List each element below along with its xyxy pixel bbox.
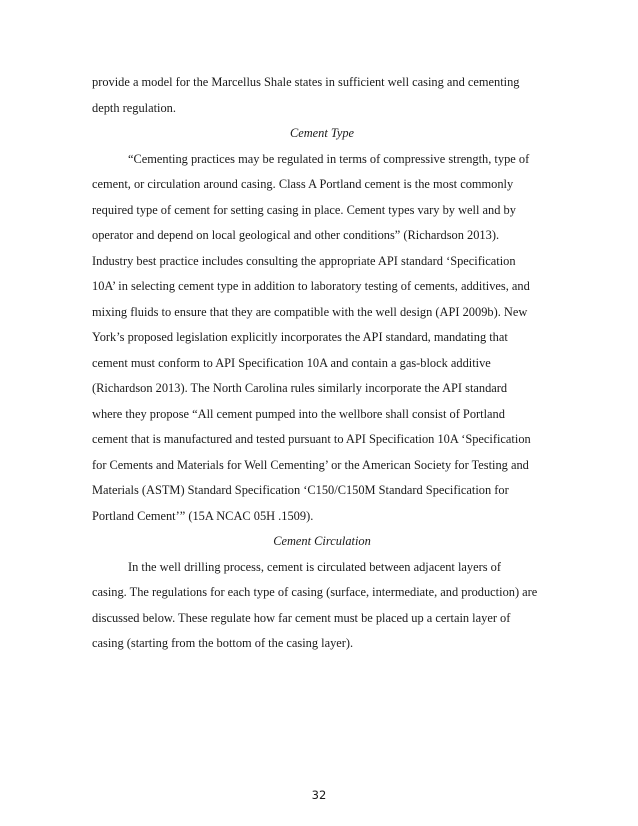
- text-line: cement, or circulation around casing. Class A Portland cement is the most commonly: [92, 177, 514, 191]
- text-line: In the well drilling process, cement is circulated between adjacent layers of: [128, 559, 501, 574]
- section-heading-cement-type: Cement Type: [289, 126, 355, 140]
- text-line: casing. The regulations for each type of casing (surface, intermediate, and production) are: [92, 585, 538, 599]
- text-line: provide a model for the Marcellus Shale states in sufficient well casing and cementing: [92, 75, 520, 89]
- text-line: cement that is manufactured and tested pursuant to API Specification 10A ‘Specification: [92, 432, 531, 446]
- body-text: [92, 70, 552, 657]
- text-line: depth regulation.: [92, 100, 176, 115]
- section-heading-cement-circulation: Cement Circulation: [273, 534, 371, 548]
- text-line: York’s proposed legislation explicitly incorporates the API standard, mandating that: [92, 330, 508, 344]
- text-line: operator and depend on local geological and other conditions” (Richardson 2013).: [92, 228, 500, 242]
- text-line: where they propose “All cement pumped into the wellbore shall consist of Portland: [92, 406, 505, 421]
- page-number: 32: [311, 788, 327, 802]
- text-line: Industry best practice includes consulting the appropriate API standard ‘Specification: [92, 253, 516, 268]
- text-line: 10A’ in selecting cement type in addition to laboratory testing of cements, additives, and: [92, 279, 530, 293]
- text-line: (Richardson 2013). The North Carolina rules similarly incorporate the API standard: [92, 381, 508, 395]
- text-line: required type of cement for setting casing in place. Cement types vary by well and by: [92, 202, 516, 217]
- text-line: “Cementing practices may be regulated in terms of compressive strength, type of: [128, 151, 530, 166]
- text-line: cement must conform to API Specification 10A and contain a gas-block additive: [92, 355, 491, 370]
- text-line: for Cements and Materials for Well Cementing’ or the American Society for Testing and: [92, 457, 529, 472]
- text-line: Materials (ASTM) Standard Specification ‘C150/C150M Standard Specification for: [92, 483, 509, 497]
- text-line: Portland Cement’” (15A NCAC 05H .1509).: [92, 508, 314, 523]
- text-line: casing (starting from the bottom of the casing layer).: [92, 636, 354, 650]
- text-line: mixing fluids to ensure that they are compatible with the well design (API 2009b). New: [92, 304, 528, 319]
- text-line: discussed below. These regulate how far cement must be placed up a certain layer of: [92, 610, 511, 625]
